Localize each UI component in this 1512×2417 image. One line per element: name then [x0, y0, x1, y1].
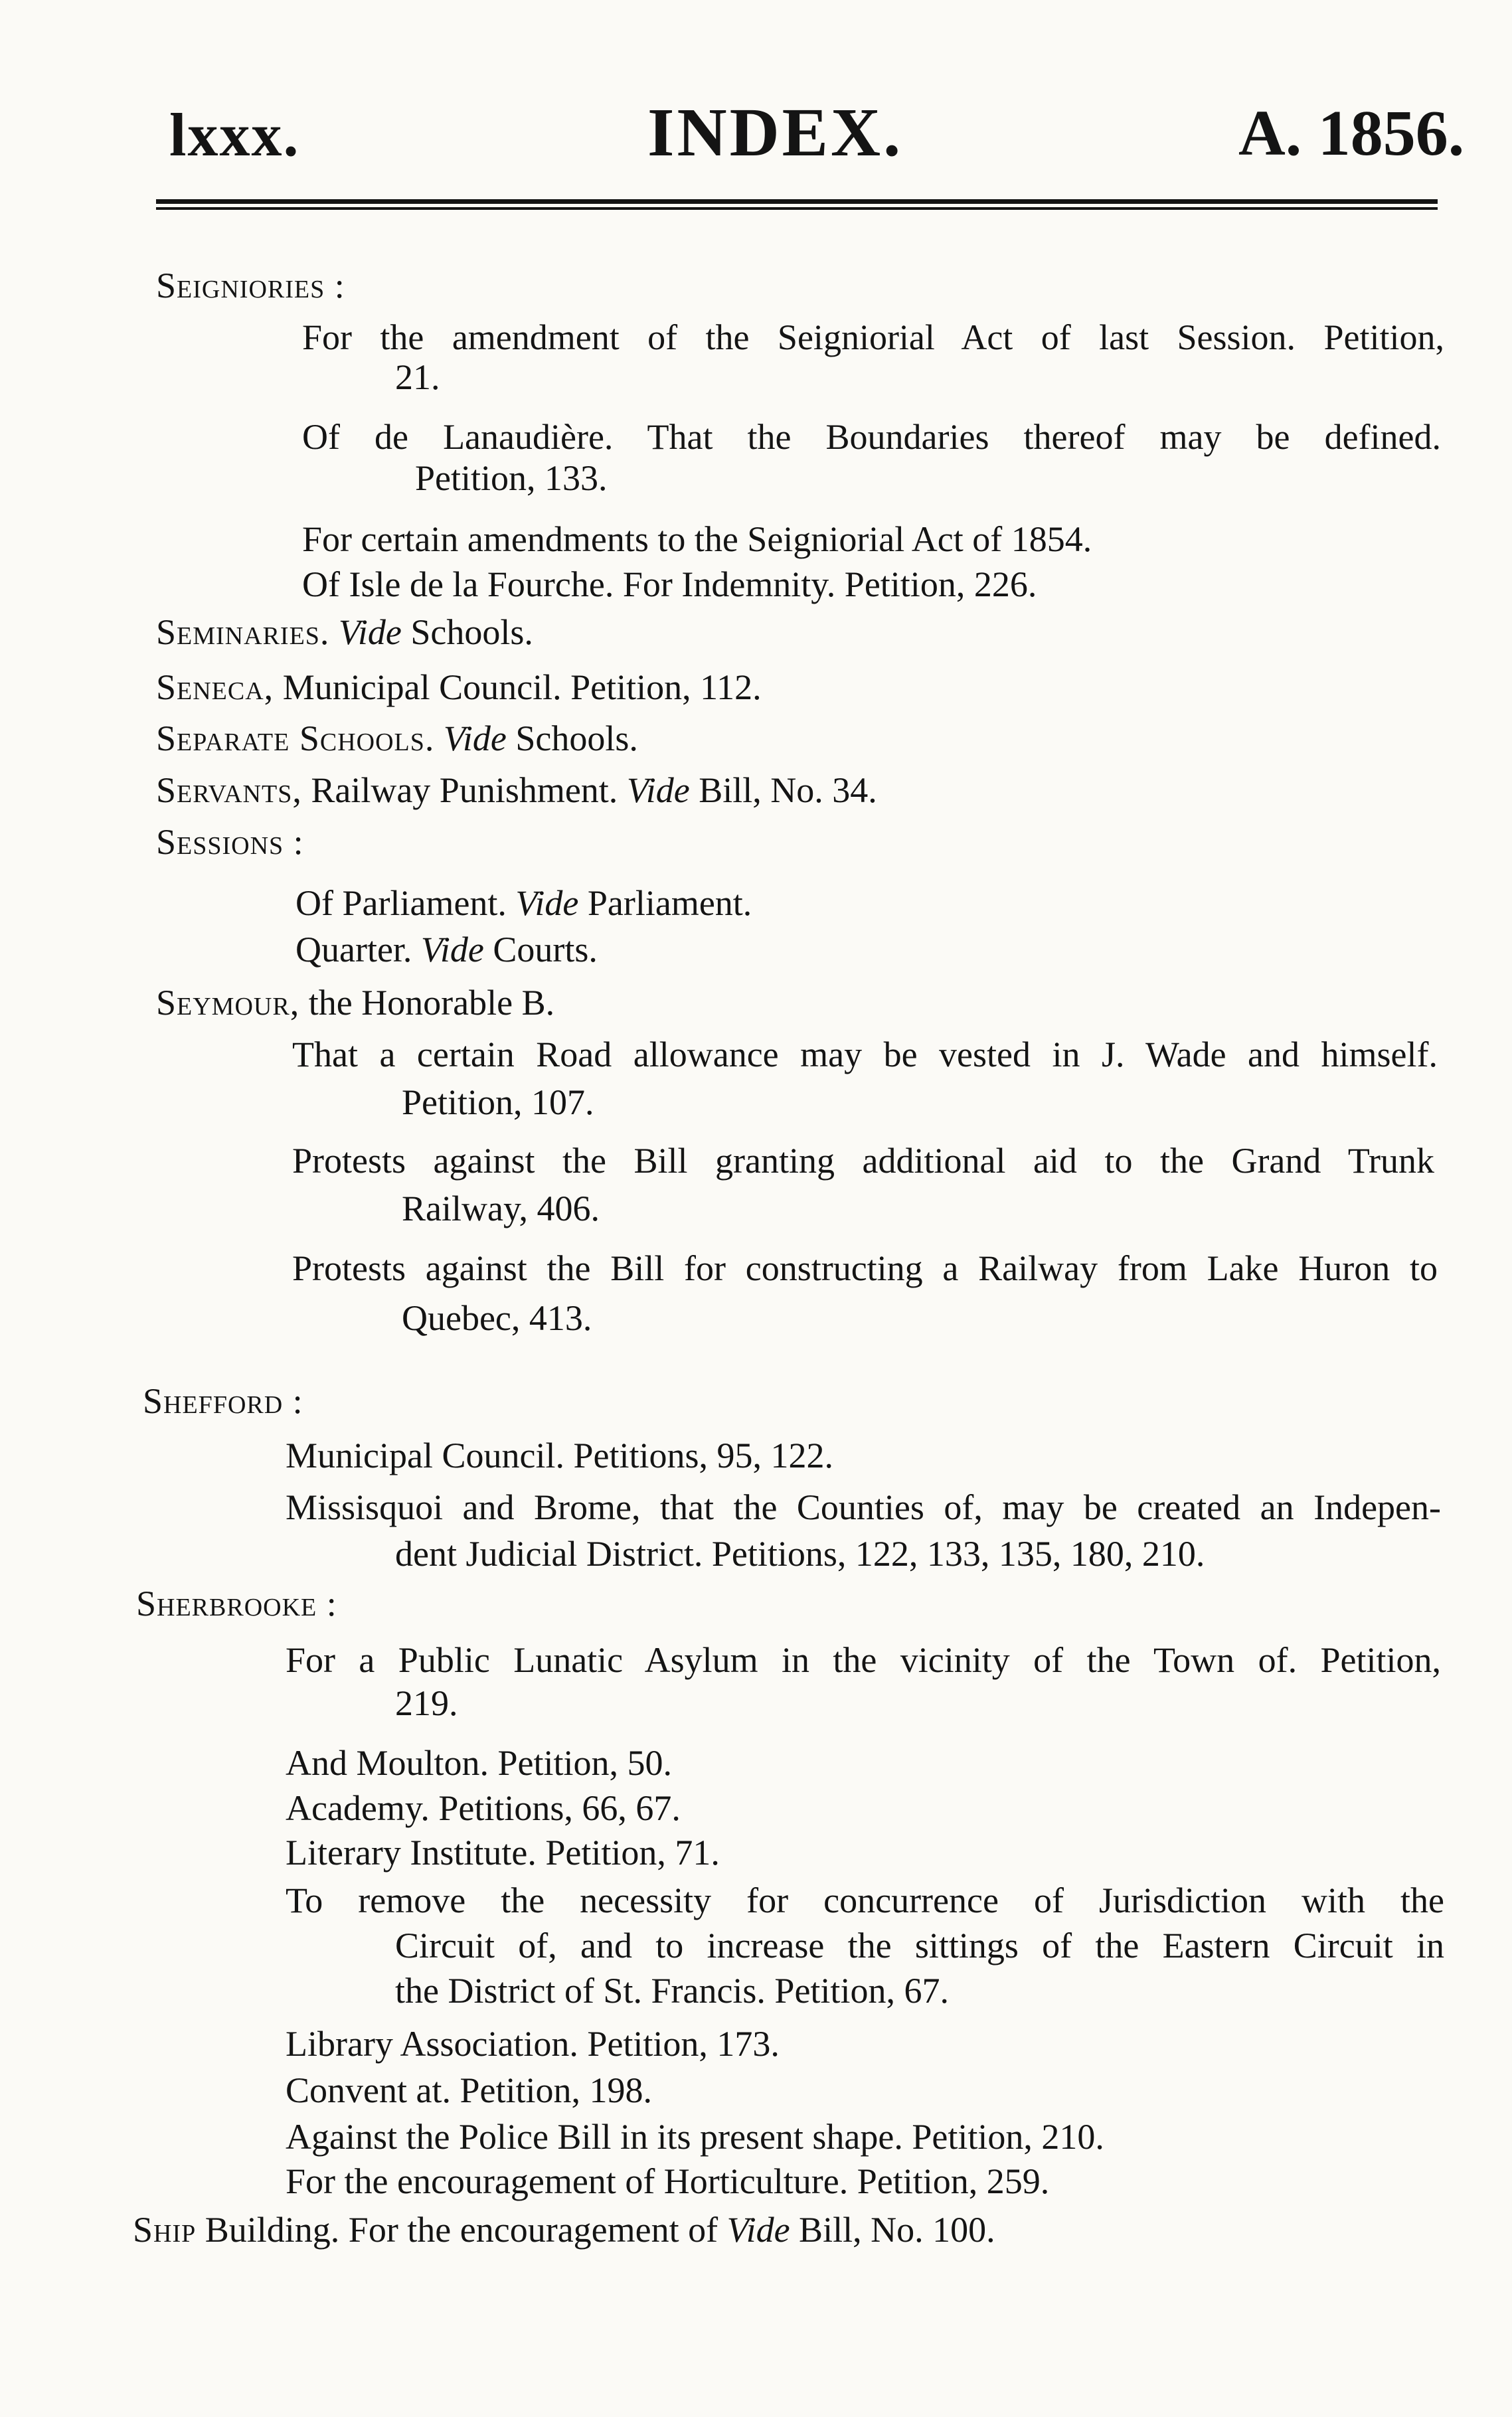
entry-text: Building. For the encouragement of	[205, 2210, 718, 2250]
page-header	[0, 0, 1512, 199]
sub-entry-continuation: Petition, 107.	[402, 1082, 594, 1122]
sub-entry: For the encouragement of Horticulture. Petition, 259.	[286, 2161, 1050, 2201]
entry-heading-seigniories: Seigniories :	[156, 266, 345, 305]
cross-reference: Schools.	[515, 718, 638, 758]
sub-entry-continuation: the District of St. Francis. Petition, 67.	[395, 1971, 949, 2011]
entry-heading-shefford: Shefford :	[143, 1381, 303, 1421]
sub-entry: For a Public Lunatic Asylum in the vicinity of the Town of. Petition,	[286, 1640, 1441, 1680]
sub-entry: Of Isle de la Fourche. For Indemnity. Petition, 226.	[302, 564, 1037, 604]
sub-entry-continuation: Railway, 406.	[402, 1189, 600, 1228]
sub-entry: Literary Institute. Petition, 71.	[286, 1833, 720, 1873]
sub-entry: Protests against the Bill for constructing a Railway from Lake Huron to	[292, 1248, 1438, 1288]
sub-entry-continuation: Quebec, 413.	[402, 1298, 592, 1338]
sub-entry	[295, 883, 752, 923]
page-year: A. 1856.	[1238, 98, 1465, 169]
cross-reference: Bill, No. 34.	[699, 770, 877, 810]
entry-heading: Separate Schools.	[156, 718, 435, 758]
entry-heading: Seneca,	[156, 667, 274, 707]
sub-entry: Academy. Petitions, 66, 67.	[286, 1788, 681, 1828]
header-rule-thin	[156, 207, 1438, 210]
entry-servants	[156, 770, 877, 810]
sub-entry: For certain amendments to the Seigniorial Act of 1854.	[302, 519, 1092, 559]
entry-heading: Seminaries.	[156, 612, 330, 652]
entry-heading: Seymour,	[156, 983, 300, 1023]
sub-entry: Municipal Council. Petitions, 95, 122.	[286, 1436, 833, 1475]
entry-seneca	[156, 667, 762, 707]
sub-entry: Protests against the Bill granting additional aid to the Grand Trunk	[292, 1141, 1434, 1181]
entry-separate-schools	[156, 718, 638, 758]
entry-text: the Honorable B.	[308, 983, 555, 1023]
sub-entry: And Moulton. Petition, 50.	[286, 1743, 673, 1783]
entry-heading: Servants,	[156, 770, 302, 810]
entry-heading-sherbrooke: Sherbrooke :	[136, 1584, 337, 1624]
cross-reference: Schools.	[410, 612, 533, 652]
cross-reference: Courts.	[493, 930, 598, 969]
vide-label: Vide	[420, 930, 484, 969]
entry-text: Municipal Council. Petition, 112.	[282, 667, 762, 707]
entry-text: Of Parliament.	[295, 883, 507, 923]
entry-ship-building	[133, 2210, 995, 2250]
sub-entry: Of de Lanaudière. That the Boundaries thereof may be defined.	[302, 417, 1441, 457]
vide-label: Vide	[726, 2210, 790, 2250]
sub-entry: Convent at. Petition, 198.	[286, 2070, 652, 2110]
cross-reference: Parliament.	[587, 883, 752, 923]
page-title: INDEX.	[647, 94, 904, 171]
sub-entry: For the amendment of the Seigniorial Act of last Session. Petition,	[302, 317, 1444, 357]
cross-reference: Bill, No. 100.	[799, 2210, 995, 2250]
vide-label: Vide	[338, 612, 402, 652]
sub-entry-continuation: 21.	[395, 357, 440, 397]
vide-label: Vide	[626, 770, 690, 810]
sub-entry: Missisquoi and Brome, that the Counties of, may be created an Indepen-	[286, 1487, 1441, 1527]
sub-entry: Library Association. Petition, 173.	[286, 2024, 780, 2064]
entry-seminaries	[156, 612, 533, 652]
entry-text: Railway Punishment.	[311, 770, 618, 810]
sub-entry-continuation: Circuit of, and to increase the sittings of the Eastern Circuit in	[395, 1926, 1444, 1965]
header-rule-thick	[156, 199, 1438, 204]
entry-seymour	[156, 983, 554, 1023]
sub-entry-continuation: dent Judicial District. Petitions, 122, 133, 135, 180, 210.	[395, 1534, 1205, 1574]
sub-entry: To remove the necessity for concurrence of Jurisdiction with the	[286, 1880, 1444, 1920]
sub-entry-continuation: Petition, 133.	[415, 458, 608, 498]
entry-text: Quarter.	[295, 930, 412, 969]
sub-entry-continuation: 219.	[395, 1683, 458, 1723]
vide-label: Vide	[443, 718, 507, 758]
sub-entry: That a certain Road allowance may be vested in J. Wade and himself.	[292, 1035, 1438, 1074]
entry-heading-sessions: Sessions :	[156, 822, 304, 862]
page-number: lxxx.	[169, 101, 300, 169]
sub-entry	[295, 930, 598, 969]
vide-label: Vide	[515, 883, 579, 923]
entry-heading: Ship	[133, 2210, 197, 2250]
sub-entry: Against the Police Bill in its present shape. Petition, 210.	[286, 2117, 1104, 2157]
